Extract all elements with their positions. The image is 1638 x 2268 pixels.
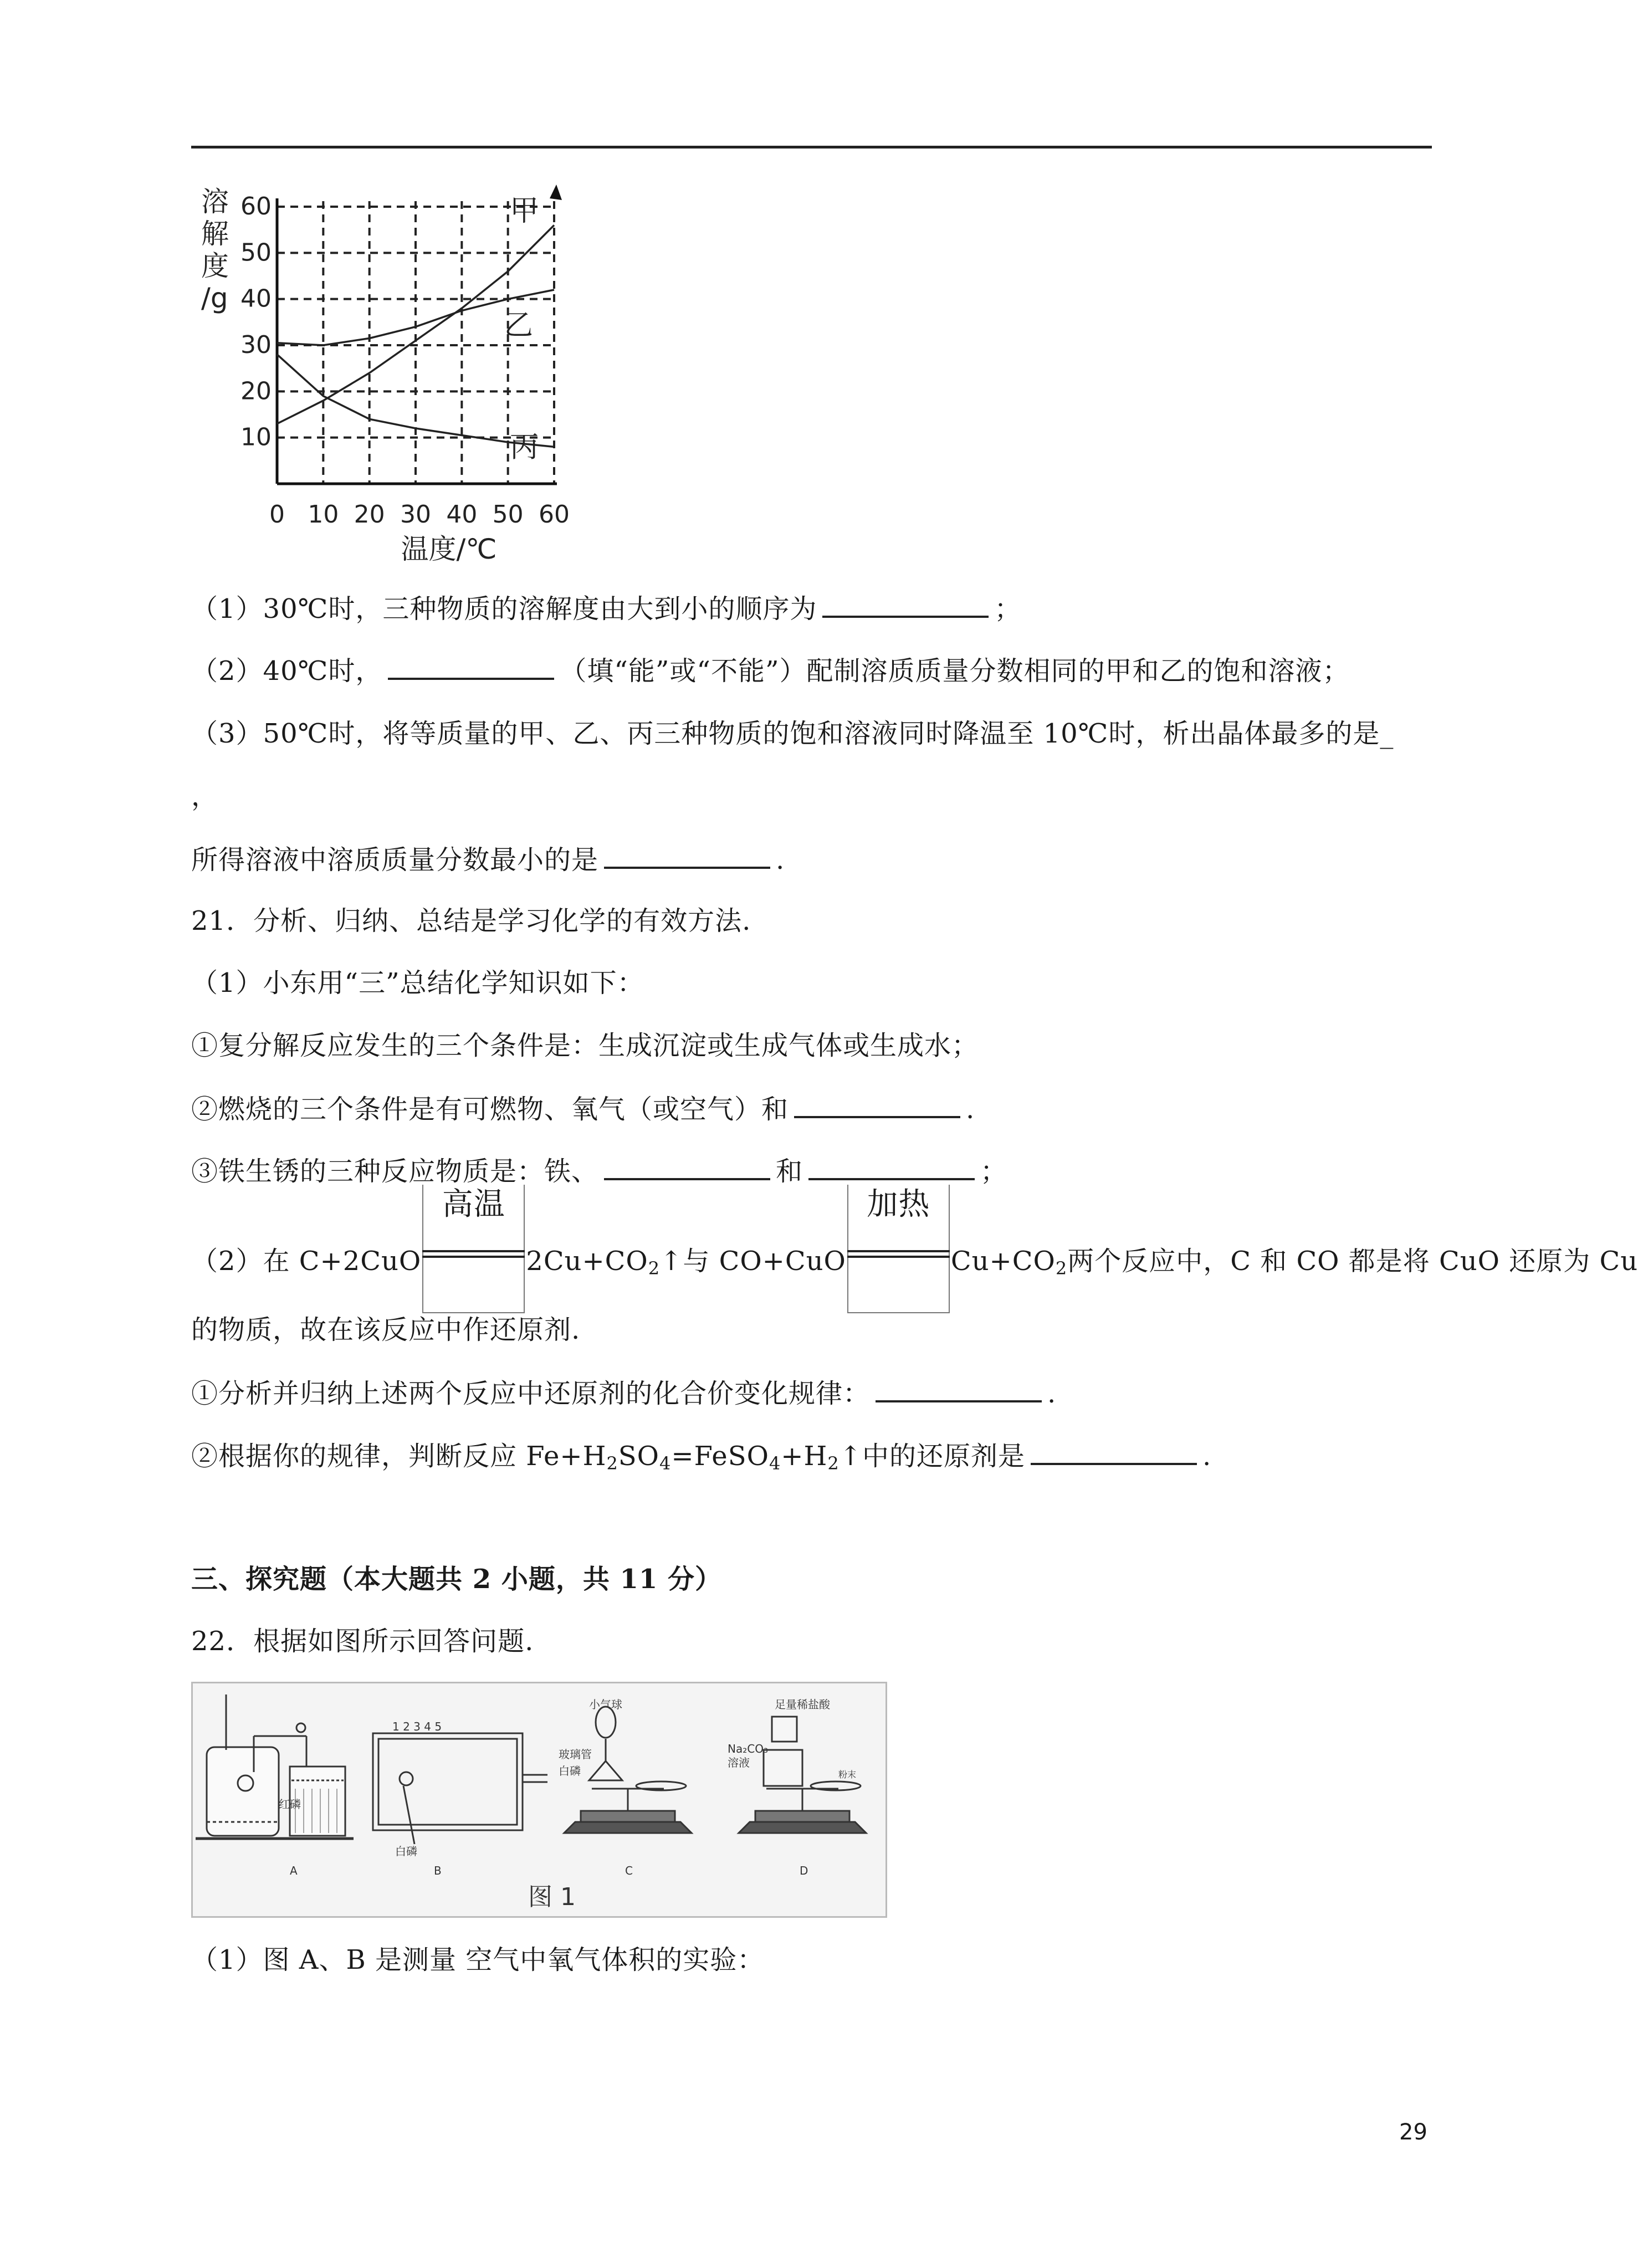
label-powder: 粉末 [838, 1769, 857, 1780]
answer-blank[interactable] [876, 1375, 1042, 1402]
label-c: C [625, 1864, 633, 1877]
label-solution: 溶液 [728, 1756, 750, 1769]
q22-part1: （1）图 A、B 是测量 空气中氧气体积的实验： [191, 1944, 765, 1975]
reaction-condition-high-temp: 高温 [422, 1235, 525, 1270]
label-white-phosphorus-c: 白磷 [559, 1764, 581, 1778]
y-tick-label: 20 [240, 377, 272, 406]
label-acid: 足量稀盐酸 [775, 1698, 830, 1711]
label-glass-tube: 玻璃管 [559, 1748, 592, 1761]
x-tick-label: 10 [308, 500, 339, 529]
label-d: D [800, 1864, 808, 1877]
y-tick-label: 40 [240, 284, 272, 313]
q20-part3: （3）50℃时，将等质量的甲、乙、丙三种物质的饱和溶液同时降温至 10℃时，析出晶体最多的是_ [191, 718, 1394, 749]
q20-part4: 所得溶液中溶质质量分数最小的是 . [191, 841, 785, 878]
q22-title: 22．根据如图所示回答问题. [191, 1626, 534, 1657]
y-axis-label: /g [201, 282, 228, 314]
answer-blank[interactable] [604, 841, 770, 869]
q21-sub1: （1）小东用“三”总结化学知识如下： [191, 967, 644, 999]
answer-blank[interactable] [604, 1153, 770, 1180]
answer-blank[interactable] [794, 1091, 960, 1118]
section-heading: 三、探究题（本大题共 2 小题，共 11 分） [191, 1564, 723, 1595]
y-axis-label: 度 [201, 250, 229, 282]
label-white-phosphorus-b: 白磷 [395, 1845, 417, 1858]
q20-part1: （1）30℃时，三种物质的溶解度由大到小的顺序为 ； [191, 590, 1021, 627]
q21-reaction-cont: 的物质，故在该反应中作还原剂. [191, 1314, 581, 1345]
series-label-丙: 丙 [510, 431, 539, 464]
answer-blank[interactable] [1031, 1437, 1197, 1465]
q21-reaction-line: （2）在 C+2CuO 高温 $2Cu+CO_2↑$与 CO+CuO 加热 $Cu+CO_2$两个反应中，C 和 CO 都是将 CuO 还原为 Cu [191, 1235, 1638, 1279]
page-number: 29 [1399, 2119, 1427, 2145]
y-axis-label: 溶 [201, 186, 229, 218]
q21-item3: ③铁生锈的三种反应物质是：铁、 和 ； [191, 1153, 1007, 1189]
series-label-乙: 乙 [504, 309, 534, 342]
apparatus-a [196, 1694, 354, 1839]
x-tick-label: 60 [539, 500, 570, 529]
q20-part3-cont: ， [191, 781, 219, 812]
label-b: B [434, 1864, 442, 1877]
experiment-figure [191, 1682, 887, 1918]
apparatus-b [373, 1733, 547, 1844]
q21-title: 21．分析、归纳、总结是学习化学的有效方法. [191, 905, 751, 936]
q21-rule1: ①分析并归纳上述两个反应中还原剂的化合价变化规律： . [191, 1375, 1056, 1411]
y-tick-label: 60 [240, 192, 272, 221]
apparatus-c [564, 1707, 692, 1833]
x-axis-label: 温度/℃ [401, 533, 497, 565]
x-tick-label: 0 [269, 500, 285, 529]
x-tick-label: 20 [354, 500, 385, 529]
q21-rule2: ②根据你的规律，判断反应 $Fe+H_2SO_4=FeSO_4+H_2↑$中的还原剂是 . [191, 1437, 1211, 1474]
y-tick-label: 10 [240, 423, 272, 452]
q20-part2: （2）40℃时， （填“能”或“不能”）配制溶质质量分数相同的甲和乙的饱和溶液； [191, 652, 1350, 689]
label-a: A [290, 1864, 298, 1877]
answer-blank[interactable] [388, 652, 554, 680]
q21-item1: ①复分解反应发生的三个条件是：生成沉淀或生成气体或生成水； [191, 1030, 979, 1061]
y-tick-label: 30 [240, 331, 272, 359]
series-label-甲: 甲 [510, 194, 539, 228]
label-na2co3: Na₂CO₃ [728, 1742, 768, 1755]
answer-blank[interactable] [822, 590, 989, 618]
x-tick-label: 30 [400, 500, 431, 529]
label-red-phosphorus: 红磷 [279, 1798, 301, 1811]
x-tick-label: 40 [446, 500, 478, 529]
answer-blank[interactable] [808, 1153, 975, 1180]
label-balloon: 小气球 [589, 1698, 622, 1711]
header-rule [191, 146, 1432, 149]
y-tick-label: 50 [240, 238, 272, 267]
q21-item2: ②燃烧的三个条件是有可燃物、氧气（或空气）和 . [191, 1091, 975, 1127]
reaction-condition-heat: 加热 [847, 1235, 950, 1270]
y-axis-label: 解 [201, 218, 229, 250]
label-scale: 1 2 3 4 5 [392, 1720, 442, 1733]
figure-caption: 图 1 [528, 1883, 576, 1911]
solubility-chart [191, 186, 570, 565]
x-tick-label: 50 [492, 500, 524, 529]
